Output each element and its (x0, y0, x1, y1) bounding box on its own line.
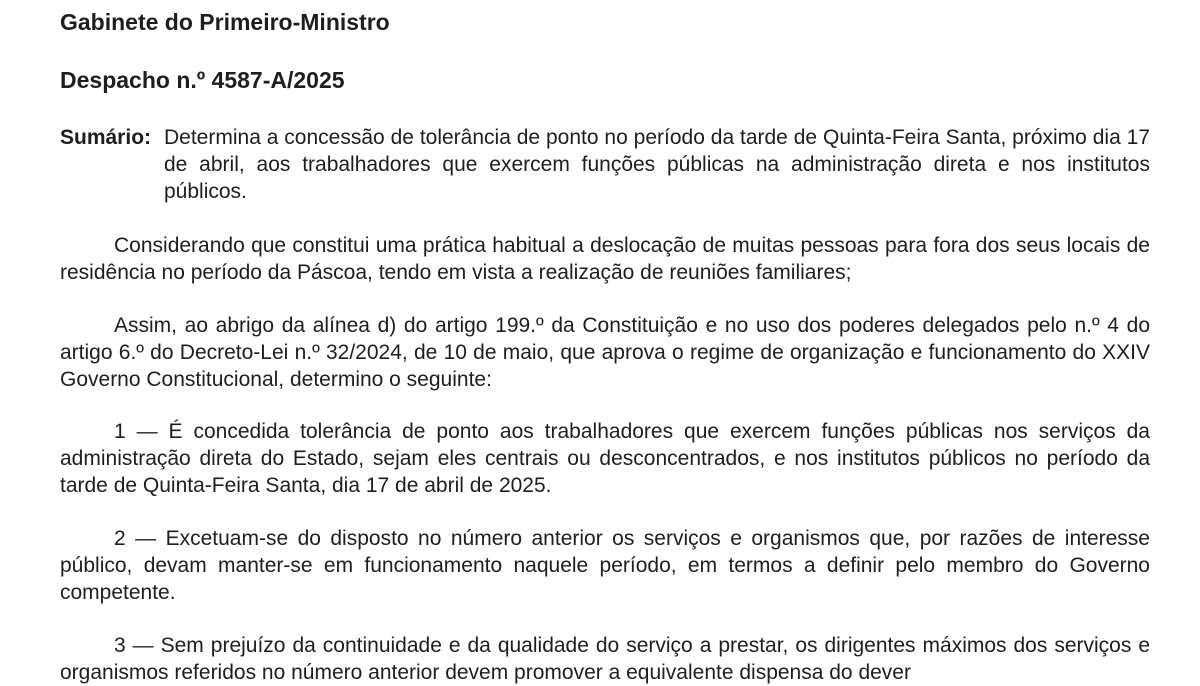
article-2-paragraph: 2 — Excetuam-se do disposto no número anterior os serviços e organismos que, por razões de interesse público, devam manter-se em funcionamento naquele período, em termos a definir pelo membro do Governo competente. (60, 527, 1150, 604)
preamble-paragraph: Considerando que constitui uma prática habitual a deslocação de muitas pessoas para fora dos seus locais de residência no período da Páscoa, tendo em vista a realização de reuniões familiares; (60, 234, 1150, 284)
summary-block (60, 124, 1150, 205)
article-3-paragraph: 3 — Sem prejuízo da continuidade e da qualidade do serviço a prestar, os dirigentes máximos dos serviços e organismos referidos no número anterior devem promover a equivalente dispensa do dever (60, 634, 1150, 684)
legal-basis-paragraph: Assim, ao abrigo da alínea d) do artigo 199.º da Constituição e no uso dos poderes delegados pelo n.º 4 do artigo 6.º do Decreto-Lei n.º 32/2024, de 10 de maio, que aprova o regime de organização e funcionamento do XXIV Governo Constitucional, determino o seguinte: (60, 314, 1150, 391)
summary-text: Determina a concessão de tolerância de ponto no período da tarde de Quinta-Feira Santa, próximo dia 17 de abril, aos trabalhadores que exercem funções públicas na administração direta e nos institutos públicos. (164, 126, 1150, 203)
summary-label: Sumário: (60, 126, 152, 149)
article-1-paragraph: 1 — É concedida tolerância de ponto aos trabalhadores que exercem funções públicas nos serviços da administração direta do Estado, sejam eles centrais ou desconcentrados, e nos institutos públicos no período da tarde de Quinta-Feira Santa, dia 17 de abril de 2025. (60, 420, 1150, 497)
document-title: Despacho n.º 4587-A/2025 (60, 67, 345, 93)
issuing-organization: Gabinete do Primeiro-Ministro (60, 9, 390, 35)
